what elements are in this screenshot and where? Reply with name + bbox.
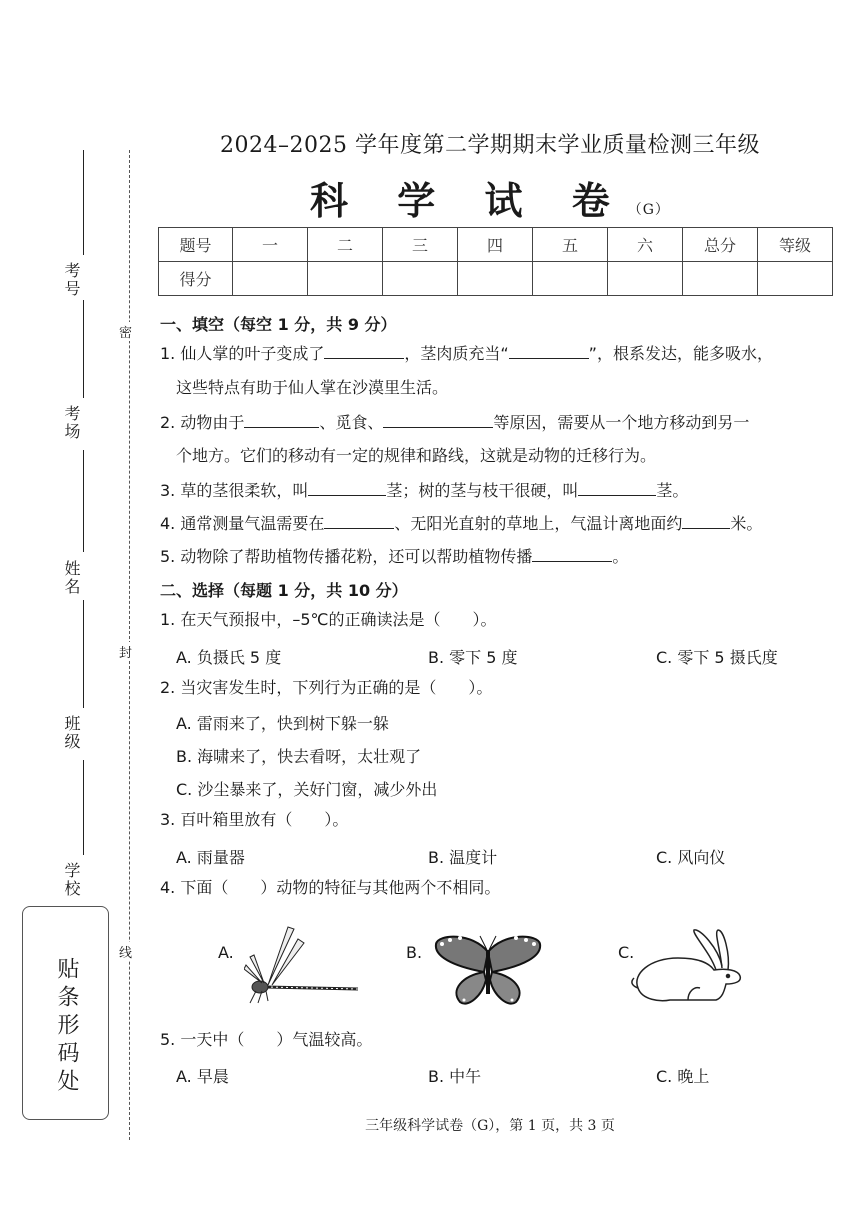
answer-blank[interactable] [383,412,493,428]
score-table [158,227,833,296]
s2-question-1: 1. 在天气预报中，–5℃的正确读法是（ ）。 [160,610,497,629]
option-a[interactable]: A. 雨量器 [176,848,245,867]
field-label-kaochang: 考场 [62,405,81,441]
option-b[interactable]: B. 温度计 [428,848,498,867]
table-cell: 一 [233,228,308,262]
table-cell: 题号 [159,228,233,262]
seal-mark-feng: 封 [119,642,132,661]
s1-question-3 [160,480,688,501]
q-text: 3. 草的茎很柔软，叫 [160,481,309,500]
q-text: 。 [612,547,629,566]
table-cell: 三 [383,228,458,262]
s1-question-1 [160,343,773,364]
table-cell: 四 [458,228,533,262]
field-label-xingming: 姓名 [62,560,81,596]
option-c[interactable]: C. 风向仪 [656,848,726,867]
q-text: 茎。 [656,481,689,500]
barcode-area [22,906,109,1120]
field-line-kaohao[interactable] [83,150,84,255]
s2-question-4: 4. 下面（ ）动物的特征与其他两个不相同。 [160,878,501,897]
section2-heading: 二、选择（每题 1 分，共 10 分） [160,581,408,600]
score-cell[interactable] [533,262,608,296]
score-table-header-row [159,228,833,262]
table-cell: 二 [308,228,383,262]
field-line-kaochang[interactable] [83,300,84,398]
option-a[interactable]: A. 雷雨来了，快到树下躲一躲 [176,714,389,733]
s2-question-3: 3. 百叶箱里放有（ ）。 [160,810,349,829]
score-table-score-row [159,262,833,296]
option-b[interactable]: B. 零下 5 度 [428,648,518,667]
table-cell: 五 [533,228,608,262]
option-a[interactable]: A. 早晨 [176,1067,229,1086]
q-text: 、觅食、 [319,413,384,432]
butterfly-icon [432,932,544,1010]
score-cell[interactable] [233,262,308,296]
seal-mark-xian: 线 [119,942,132,961]
section1-heading: 一、填空（每空 1 分，共 9 分） [160,315,397,334]
score-cell[interactable] [758,262,833,296]
s2-question-5: 5. 一天中（ ）气温较高。 [160,1030,373,1049]
q-text: ”，根系发达，能多吸水， [588,344,773,363]
rabbit-icon [630,928,746,1008]
answer-blank[interactable] [308,480,386,496]
q-text: 1. 仙人掌的叶子变成了 [160,344,325,363]
page-footer: 三年级科学试卷（G），第 1 页，共 3 页 [365,1118,615,1134]
field-label-kaohao: 考号 [62,262,81,298]
table-cell: 六 [608,228,683,262]
version-label: （G） [627,202,670,218]
field-label-xuexiao: 学校 [62,862,81,898]
answer-blank[interactable] [244,412,319,428]
score-cell[interactable] [308,262,383,296]
option-a[interactable]: A. 负摄氏 5 度 [176,648,282,667]
s1-question-4 [160,513,762,534]
option-b[interactable]: B. 中午 [428,1067,482,1086]
q-text: 茎；树的茎与枝干很硬，叫 [386,481,579,500]
s1-question-5 [160,546,628,567]
score-cell[interactable] [383,262,458,296]
seal-mark-mi: 密 [119,322,132,341]
q-text: ，茎肉质充当“ [404,344,509,363]
q-text: 、无阳光直射的草地上，气温计离地面约 [394,514,683,533]
field-label-banji: 班级 [62,715,81,751]
answer-blank[interactable] [532,546,612,562]
table-cell: 得分 [159,262,233,296]
q-text: 等原因，需要从一个地方移动到另一 [493,413,750,432]
option-b[interactable]: B. [406,943,423,962]
q-text: 4. 通常测量气温需要在 [160,514,325,533]
answer-blank[interactable] [682,513,730,529]
dragonfly-icon [244,925,362,1005]
option-c[interactable]: C. [618,943,635,962]
field-line-banji[interactable] [83,600,84,708]
s1-question-2 [160,412,749,433]
field-line-xingming[interactable] [83,450,84,552]
q-text: 2. 动物由于 [160,413,245,432]
option-b[interactable]: B. 海啸来了，快去看呀，太壮观了 [176,747,422,766]
option-c[interactable]: C. 沙尘暴来了，关好门窗，减少外出 [176,780,438,799]
table-cell: 等级 [758,228,833,262]
option-c[interactable]: C. 晚上 [656,1067,710,1086]
score-cell[interactable] [608,262,683,296]
s2-question-2: 2. 当灾害发生时，下列行为正确的是（ ）。 [160,678,493,697]
answer-blank[interactable] [509,343,589,359]
q-text: 5. 动物除了帮助植物传播花粉，还可以帮助植物传播 [160,547,533,566]
option-c[interactable]: C. 零下 5 摄氏度 [656,648,778,667]
s1-question-2-cont: 个地方。它们的移动有一定的规律和路线，这就是动物的迁移行为。 [176,446,657,465]
barcode-label: 贴条形码处 [54,957,79,1097]
option-a[interactable]: A. [218,943,234,962]
answer-blank[interactable] [324,513,394,529]
q-text: 米。 [730,514,763,533]
exam-subtitle [160,170,820,225]
s1-question-1-cont: 这些特点有助于仙人掌在沙漠里生活。 [176,378,449,397]
table-cell: 总分 [683,228,758,262]
subject-title: 科 学 试 卷 [310,178,628,223]
answer-blank[interactable] [324,343,404,359]
exam-title: 2024–2025 学年度第二学期期末学业质量检测三年级 [220,133,760,158]
answer-blank[interactable] [578,480,656,496]
score-cell[interactable] [458,262,533,296]
score-cell[interactable] [683,262,758,296]
field-line-xuexiao[interactable] [83,760,84,855]
